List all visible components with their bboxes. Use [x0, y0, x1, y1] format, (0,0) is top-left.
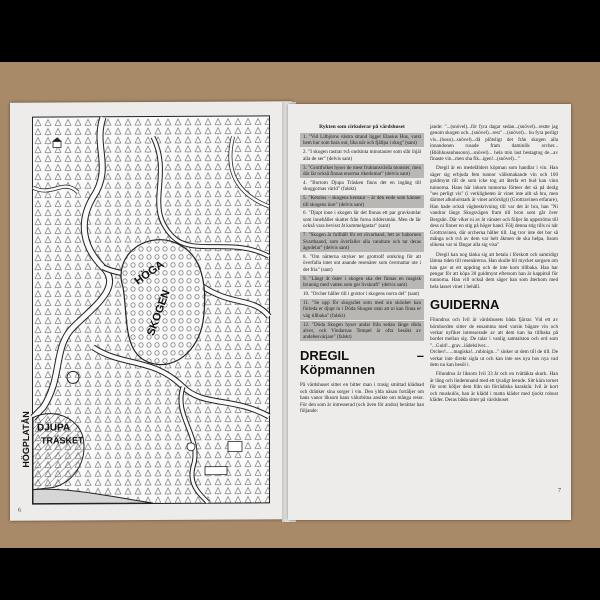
rumors-title: Rykten som cirkulerar på värdshuset [319, 124, 405, 130]
rumor-item: 7. "Skogen är fullhåll för ett rövarband, lett av habornen Svartbaand, som överfaller alla vandrare och tar deras ägodelar" (delvis sant) [300, 232, 424, 252]
right-page [288, 104, 571, 520]
dregil-text: På värdshuset sitter en bitter man i trasig smittad klädnad och dränker sina sorger i vin. Den ylda näsan fortäljer om hans vanor liksom hans välurbitna ansikte om många resor. För den som är intresserad (och även för andra) berättar han följande: [300, 382, 424, 414]
dregil-story [430, 124, 558, 290]
rumor-item: 11. "Se upp för skogsrået som med sin skönhet kan förleda er djupt in i Döda Skogen utan att ni kan finna er väg tillbaka" (falskt) [300, 299, 424, 319]
rumor-item: 3. "Grottfolket hyser de mest fruktansvärda monster, men där lär också finnas enorma rikedomar" (delvis sant) [300, 164, 424, 178]
guiderna-heading: GUIDERNA [430, 297, 500, 313]
rumor-item: 6. "Djupt inne i skogen lär det finnas ett par gravkumlar som innehåller skatter från forna riddersmän. Men de lär också vara bevisst åt kummelgastar" (sant) [303, 210, 421, 230]
paragraph: Filundrus är liksom Ivil 33 år och en tvättäkta skurk. Han är lång och lindemnand med ett tjvaligt leende. Sitt kära tornet för som höljer dem från sin förrädiska karaktär. Ivil är kort och muskulös, han är klädd i matta kläder med tjockt robust kläder. Deras båda sitter på värdshuset [430, 371, 558, 404]
right-column [430, 124, 558, 406]
rumor-item: 1. "Vid Lilbjörns västra strand ligger Elasius Hus, varst hem hur som bara out, lika när och fjällpa i skog" (sant) [300, 133, 424, 147]
map-label-forest-top: HÖGA [132, 258, 167, 288]
paragraph: Filundrus och Ivil är värdshusets båda fjärrar. Vid ett av hörnborden sitter de ensamma med varsin bägare vin och verkar nyfiket intresserade av att dem kan ha tillbaka på bordet mellan sig. De talar i vanlig samtalston och ord som "...Guld!...grav...lädelsilver... Orcher!......magiska!...rubinign..." sinker ut dem till de till. De verkar inte direkt sigla ut och kan inte ses nya hos nya vad dem nu kan besöl i. [430, 317, 558, 368]
paragraph: jande: "...(snövel)...för fyra dagar sedan...(snövel)...restte jag genom skogen och...(snövel)...rest" ...(snövel)... hu fyra perligt vis...(hosn)...snövel)...då plötsligt det från skogen alla innandonen rusade fram daminlik orcher...(Blöhhussnhusonn)...snövel)... hela min last bestagtog de...av finaste vin...men sha fik...igen!...(snövel)..." [430, 124, 558, 163]
rumor-item: 5. "Ketolus – skogens kentaur – är den ende som känner till skogens inre" (delvis sant) [300, 195, 424, 209]
map-label-lake-left: DJUPA [37, 422, 71, 434]
rumor-item: 9. "Långt åt öster i skogen ska det finnas en magisk brunnig med vatten som ger livskraft" (delvis sant) [300, 275, 424, 289]
forest-map-illustration [33, 116, 269, 503]
rumor-item: 8. "Om nätterna stryker ter grottrolf omkring för att överfalla intet ont anande resenärer som övernattar ute i det fria" (sant) [303, 253, 421, 273]
map-label-lake-right: TRÄSKET [41, 435, 84, 446]
paragraph: Dregil kan nog tänka sig att betala i förskott och samtidigt lämna tiden till resenärerna. Han skulle bli mycket sorgsen om han gav ut ett uppdrag och de inte kom tillbaka. Han har pengar för att köpa 30 guldmynt eftersom han är kappitsil för tunnorna. Han vill också dem säger han som återkom med hela lasset vinet i behåll. [430, 251, 558, 290]
left-page [10, 101, 292, 520]
left-column [300, 124, 424, 417]
rumor-item: 4. "Bortom Djupa Träsken finns det en ingång till skuggornas värld" (falskt) [303, 179, 421, 193]
rumor-item: 2. "I skogen rastrar två ondsinta minotaurer som slår ihjäl alla de ser" (delvis sant) [303, 149, 421, 162]
guiderna-text [430, 317, 558, 403]
rumor-item: 10. "Orcher håller till i grottor i skogens norra del" (sant) [303, 290, 420, 297]
rumor-item: 12. "Döda Skogen hyser andar från sedan länge döda alver, och Vindarnas Tempel är ofta besökt av andebesvärjare" (falskt) [300, 321, 424, 341]
map-frame [21, 115, 270, 504]
page-number-right: 7 [558, 488, 561, 494]
page-number-left: 6 [18, 507, 21, 514]
map-label-plateau: HÖGPLATÅN [21, 411, 31, 468]
rumors-list [300, 133, 424, 341]
map-label-forest-bottom: SKOGEN [145, 288, 173, 338]
dregil-heading: DREGIL – Köpmannen [300, 348, 424, 378]
paragraph: Dregil är en medelålders köpman som handlar i vin. Han säger sig erbjuda fem tunnor vällsmakande vin och 100 guldmynt till de som icke tog att återfa ett bud kan vinn tunnorna. Hans här inkom tunnorna förteer det sä på deråg "ses perligt vis" (i verkligheten är vinet inte allt så bra, men därmet alkoholstark är vinet arrörsligt) (Grottravinen erfarare), Han hade också vägbeskrivning till var det är bra, han "Ni vandrar längs Skogsvägen fram till bron som går över Bergsån. Där viker ni av åt vänster och följer ån uppströms till dess ni finner en stig på höger hand. Följ denna stig tills ni når Grottravinen, där orcherna håller till. Jag tror inte det bor så många och två av dem var helt åkmen de ska helpa, lisom slikena var ni fångar alla sig visa" [430, 165, 558, 249]
